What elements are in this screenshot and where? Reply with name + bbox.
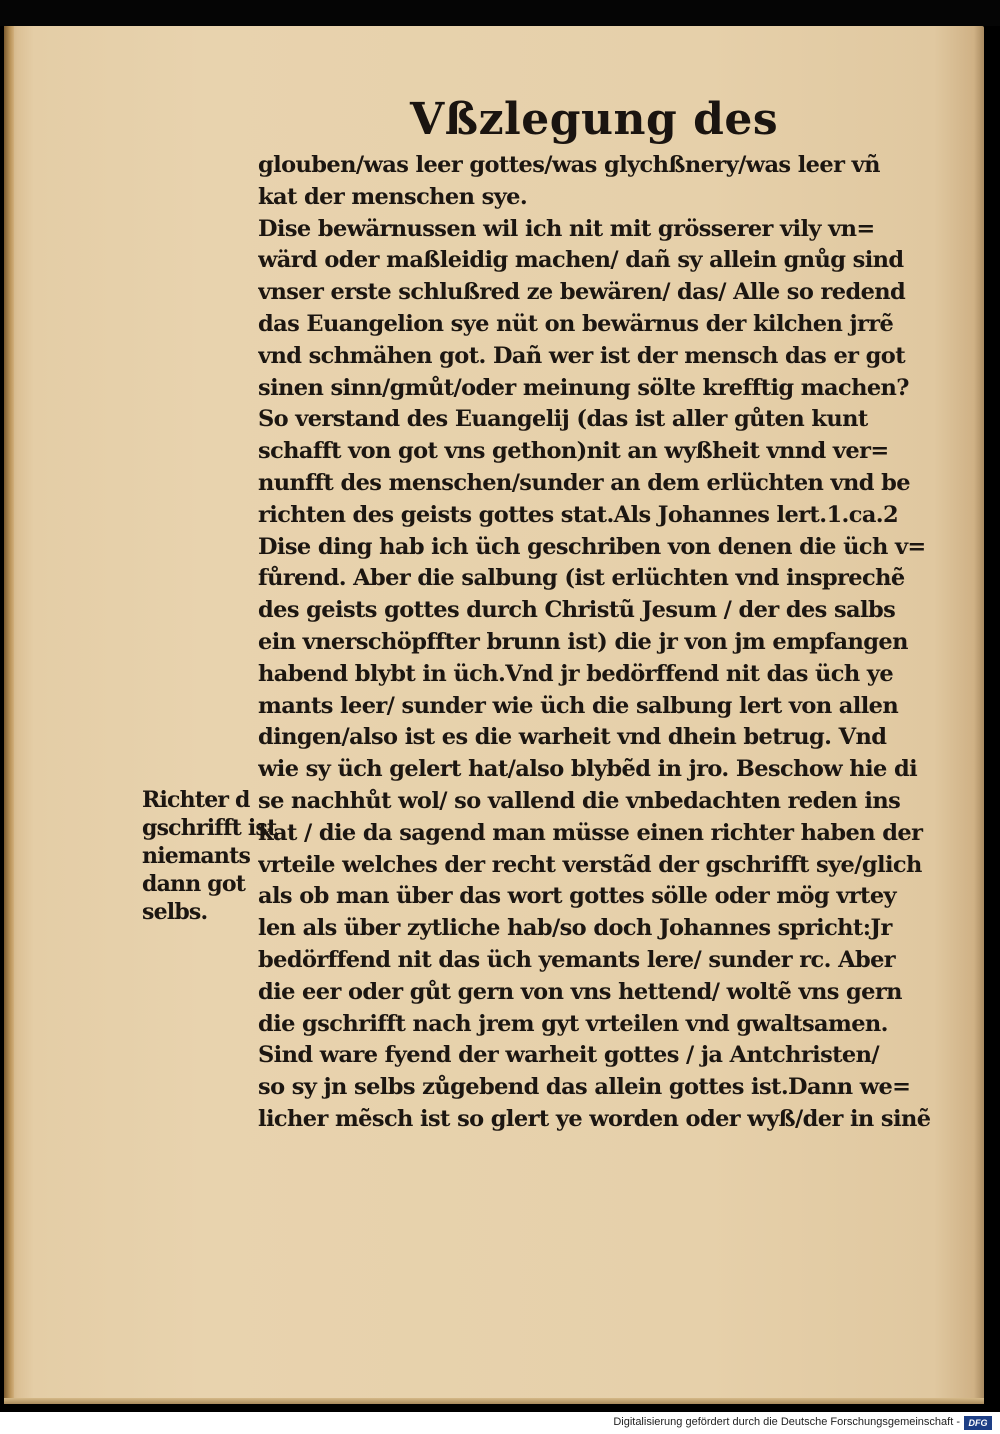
text-line: sinen sinn/gmůt/oder meinung sölte krefftig machen? bbox=[258, 374, 909, 401]
text-line: kat der menschen sye. bbox=[258, 183, 528, 210]
text-line: so sy jn selbs zůgebend das allein gottes ist.Dann we= bbox=[258, 1074, 911, 1101]
margin-note bbox=[142, 786, 282, 926]
body-text bbox=[258, 150, 948, 1136]
text-line: len als über zytliche hab/so doch Johannes spricht:Jr bbox=[258, 915, 892, 942]
text-line: kat / die da sagend man müsse einen richter haben der bbox=[258, 819, 923, 846]
margin-note-line: niemants bbox=[142, 843, 251, 869]
footer-credit: Digitalisierung gefördert durch die Deutsche Forschungsgemeinschaft - bbox=[613, 1416, 960, 1428]
text-line: wie sy üch gelert hat/also blybẽd in jro. Beschow hie di bbox=[258, 756, 918, 783]
text-line: nunfft des menschen/sunder an dem erlüchten vnd be bbox=[258, 469, 910, 496]
text-line: vnd schmähen got. Dañ wer ist der mensch das er got bbox=[258, 342, 905, 369]
page-binding-edge bbox=[4, 26, 14, 1404]
text-line: die eer oder gůt gern von vns hettend/ woltẽ vns gern bbox=[258, 978, 902, 1005]
text-line: So verstand des Euangelij (das ist aller gůten kunt bbox=[258, 406, 868, 433]
footer-bar bbox=[0, 1412, 1000, 1434]
margin-note-line: selbs. bbox=[142, 899, 208, 925]
text-line: se nachhůt wol/ so vallend die vnbedachten reden ins bbox=[258, 787, 901, 814]
margin-note-line: dann got bbox=[142, 871, 246, 897]
margin-note-line: Richter d bbox=[142, 787, 250, 813]
text-line: dingen/also ist es die warheit vnd dhein betrug. Vnd bbox=[258, 724, 887, 751]
text-line: bedörffend nit das üch yemants lere/ sunder rc. Aber bbox=[258, 946, 896, 973]
text-line: schafft von got vns gethon)nit an wyßheit vnnd ver= bbox=[258, 438, 889, 465]
text-line: des geists gottes durch Christũ Jesum / der des salbs bbox=[258, 597, 896, 624]
text-line: Sind ware fyend der warheit gottes / ja Antchristen/ bbox=[258, 1042, 880, 1069]
page-bottom-edge bbox=[4, 1398, 984, 1404]
text-line: glouben/was leer gottes/was glychßnery/was leer vñ bbox=[258, 152, 880, 178]
text-line: als ob man über das wort gottes sölle oder mög vrtey bbox=[258, 883, 897, 910]
text-line: vrteile welches der recht verstãd der gschrifft sye/glich bbox=[258, 851, 922, 878]
text-line: habend blybt in üch.Vnd jr bedörffend nit das üch ye bbox=[258, 660, 894, 687]
text-line: mants leer/ sunder wie üch die salbung lert von allen bbox=[258, 692, 899, 719]
scan-top-border bbox=[0, 0, 1000, 26]
text-line: fůrend. Aber die salbung (ist erlüchten vnd insprechẽ bbox=[258, 565, 905, 592]
margin-note-line: gschrifft ist bbox=[142, 815, 277, 841]
text-line: Dise bewärnussen wil ich nit mit grösserer vily vn= bbox=[258, 215, 875, 242]
text-line: richten des geists gottes stat.Als Johannes lert.1.ca.2 bbox=[258, 501, 899, 528]
text-line: das Euangelion sye nüt on bewärnus der kilchen jrrẽ bbox=[258, 310, 894, 337]
text-line: wärd oder maßleidig machen/ dañ sy allein gnůg sind bbox=[258, 247, 904, 274]
text-line: die gschrifft nach jrem gyt vrteilen vnd gwaltsamen. bbox=[258, 1010, 888, 1037]
running-head: Vßzlegung des bbox=[410, 94, 779, 145]
text-line: licher mẽsch ist so glert ye worden oder wyß/der in sinẽ bbox=[258, 1105, 931, 1132]
dfg-logo-icon[interactable]: DFG bbox=[964, 1416, 992, 1430]
text-line: vnser erste schlußred ze bewären/ das/ Alle so redend bbox=[258, 279, 906, 306]
text-line: Dise ding hab ich üch geschriben von denen die üch v= bbox=[258, 533, 926, 560]
text-line: ein vnerschöpffter brunn ist) die jr von jm empfangen bbox=[258, 628, 908, 655]
